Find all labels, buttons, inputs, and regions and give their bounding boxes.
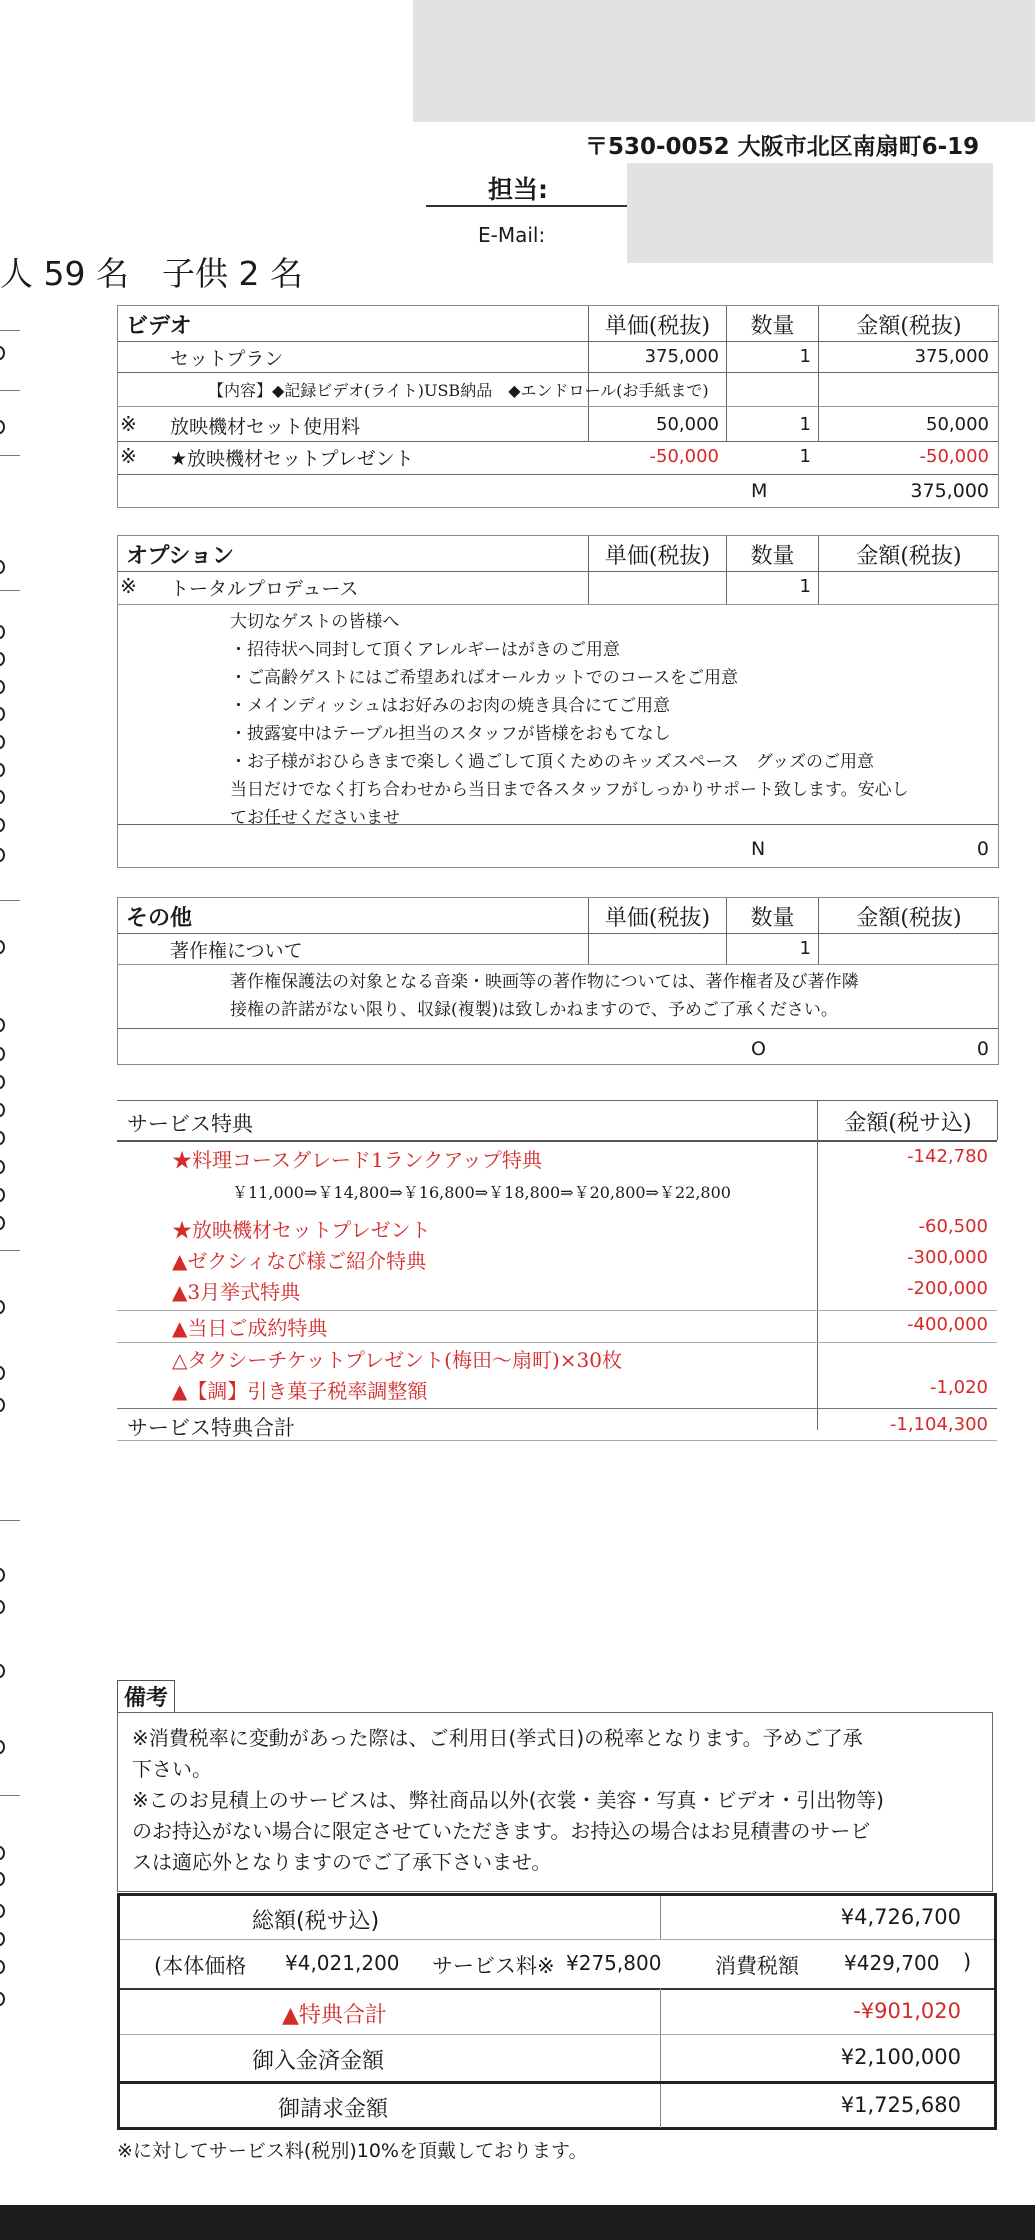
option-title: オプション bbox=[126, 544, 235, 569]
video-subtotal: 375,000 bbox=[910, 480, 989, 502]
service-total-label: サービス特典合計 bbox=[127, 1416, 295, 1440]
summary-close-paren: ) bbox=[963, 1950, 972, 1974]
option-col-amount: 金額(税抜) bbox=[856, 544, 962, 569]
video-row-2-name: ★放映機材セットプレゼント bbox=[170, 448, 414, 470]
service-row-3-amount: -200,000 bbox=[907, 1278, 988, 1299]
video-row-1-qty: 1 bbox=[799, 414, 811, 435]
service-row-1-name: ★放映機材セットプレゼント bbox=[172, 1218, 431, 1242]
video-row-1-mark: ※ bbox=[120, 412, 137, 436]
video-row-0-name: セットプラン bbox=[170, 348, 284, 370]
service-row-2-name: ▲ゼクシィなび様ご紹介特典 bbox=[172, 1249, 427, 1273]
summary-total: ¥4,726,700 bbox=[840, 1905, 961, 1929]
summary-tax-label: 消費税額 bbox=[715, 1954, 799, 1978]
other-col-unit: 単価(税抜) bbox=[604, 906, 711, 931]
service-row-5-name: △タクシーチケットプレゼント(梅田～扇町)×30枚 bbox=[172, 1348, 622, 1372]
service-row-3-name: ▲3月挙式特典 bbox=[172, 1280, 301, 1304]
option-mark: ※ bbox=[120, 574, 137, 598]
summary-billing: ¥1,725,680 bbox=[840, 2093, 961, 2117]
tanto-label: 担当: bbox=[488, 175, 548, 204]
other-subtotal: 0 bbox=[976, 1038, 989, 1060]
service-row-4-name: ▲当日ご成約特典 bbox=[172, 1316, 328, 1340]
summary-total-label: 総額(税サ込) bbox=[252, 1909, 380, 1934]
other-desc-line: 著作権保護法の対象となる音楽・映画等の著作物については、著作権者及び著作隣 bbox=[230, 972, 859, 992]
summary-service-label: サービス料※ bbox=[432, 1954, 555, 1978]
remarks-line: ※消費税率に変動があった際は、ご利用日(挙式日)の税率となります。予めご了承 bbox=[132, 1726, 863, 1750]
service-title: サービス特典 bbox=[127, 1112, 253, 1136]
summary-box bbox=[117, 1893, 997, 2130]
bottom-bar bbox=[0, 2205, 1035, 2240]
other-col-qty: 数量 bbox=[750, 906, 795, 931]
other-qty: 1 bbox=[799, 938, 811, 959]
video-note: 【内容】◆記録ビデオ(ライト)USB納品 ◆エンドロール(お手紙まで) bbox=[208, 381, 709, 400]
summary-service: ¥275,800 bbox=[566, 1951, 662, 1975]
option-desc-line: 大切なゲストの皆様へ bbox=[230, 612, 400, 632]
summary-tax: ¥429,700 bbox=[844, 1951, 940, 1975]
option-table bbox=[117, 535, 999, 868]
service-row-4-amount: -400,000 bbox=[907, 1314, 988, 1335]
service-col-amount: 金額(税サ込) bbox=[844, 1111, 972, 1136]
service-total: -1,104,300 bbox=[889, 1414, 988, 1435]
video-row-2-unit: -50,000 bbox=[649, 446, 719, 467]
other-title: その他 bbox=[126, 906, 193, 931]
option-desc-line: ・お子様がおひらきまで楽しく過ごして頂くためのキッズスペース グッズのご用意 bbox=[230, 752, 874, 772]
video-row-2-mark: ※ bbox=[120, 444, 137, 468]
other-description bbox=[230, 968, 859, 1024]
option-subtotal-label: N bbox=[751, 838, 766, 860]
video-col-amount: 金額(税抜) bbox=[856, 314, 962, 339]
remarks-line: ※このお見積上のサービスは、弊社商品以外(衣裳・美容・写真・ビデオ・引出物等) bbox=[132, 1788, 884, 1812]
summary-billing-label: 御請求金額 bbox=[278, 2097, 389, 2122]
other-table bbox=[117, 897, 999, 1065]
redacted-staff-info bbox=[627, 163, 993, 263]
video-row-0-qty: 1 bbox=[799, 346, 811, 367]
remarks-title: 備考 bbox=[117, 1680, 175, 1713]
summary-body: ¥4,021,200 bbox=[285, 1951, 400, 1975]
option-description bbox=[230, 608, 909, 832]
video-col-unit: 単価(税抜) bbox=[604, 314, 711, 339]
remarks-line: スは適応外となりますのでご了承下さいませ。 bbox=[132, 1850, 552, 1874]
other-col-amount: 金額(税抜) bbox=[856, 906, 962, 931]
remarks-box bbox=[117, 1712, 993, 1892]
video-col-qty: 数量 bbox=[750, 314, 795, 339]
summary-body-label: (本体価格 bbox=[154, 1954, 247, 1978]
option-desc-line: ・ご高齢ゲストにはご希望あればオールカットでのコースをご用意 bbox=[230, 668, 738, 688]
service-table bbox=[117, 1100, 999, 1440]
other-item: 著作権について bbox=[170, 940, 303, 962]
option-col-unit: 単価(税抜) bbox=[604, 544, 711, 569]
service-row-0-amount: -142,780 bbox=[907, 1146, 988, 1167]
redacted-logo-area bbox=[413, 0, 1035, 122]
footnote: ※に対してサービス料(税別)10%を頂戴しております。 bbox=[117, 2140, 588, 2162]
service-row-6-name: ▲【調】引き菓子税率調整額 bbox=[172, 1379, 428, 1403]
remarks-line: 下さい。 bbox=[132, 1757, 212, 1781]
video-row-1-amount: 50,000 bbox=[926, 414, 989, 435]
option-desc-line: ・メインディッシュはお好みのお肉の焼き具合にてご用意 bbox=[230, 696, 670, 716]
address: 〒530-0052 大阪市北区南扇町6-19 bbox=[585, 134, 980, 160]
video-row-2-qty: 1 bbox=[799, 446, 811, 467]
option-item: トータルプロデュース bbox=[170, 578, 359, 600]
summary-tokuten-label: ▲特典合計 bbox=[282, 2003, 387, 2028]
option-desc-line: てお任せくださいませ bbox=[230, 808, 400, 828]
service-row-1-amount: -60,500 bbox=[918, 1216, 988, 1237]
option-col-qty: 数量 bbox=[750, 544, 795, 569]
service-row-6-amount: -1,020 bbox=[929, 1377, 988, 1398]
other-desc-line: 接権の許諾がない限り、収録(複製)は致しかねますので、予めご了承ください。 bbox=[230, 1000, 838, 1020]
video-row-1-unit: 50,000 bbox=[656, 414, 719, 435]
option-desc-line: ・招待状へ同封して頂くアレルギーはがきのご用意 bbox=[230, 640, 620, 660]
video-table bbox=[117, 305, 999, 508]
service-grade-line: ￥11,000⇒￥14,800⇒￥16,800⇒￥18,800⇒￥20,800⇒￥22,800 bbox=[232, 1183, 731, 1202]
guest-count: 人 59 名 子供 2 名 bbox=[0, 254, 303, 293]
option-desc-line: ・披露宴中はテーブル担当のスタッフが皆様をおもてなし bbox=[230, 724, 671, 744]
option-subtotal: 0 bbox=[976, 838, 989, 860]
option-desc-line: 当日だけでなく打ち合わせから当日まで各スタッフがしっかりサポート致します。安心し bbox=[230, 780, 909, 800]
email-label: E-Mail: bbox=[478, 223, 546, 247]
video-subtotal-label: M bbox=[751, 480, 768, 502]
remarks-line: のお持込がない場合に限定させていただきます。お持込の場合はお見積書のサービ bbox=[132, 1819, 871, 1843]
other-subtotal-label: O bbox=[751, 1038, 766, 1060]
summary-paid: ¥2,100,000 bbox=[840, 2045, 961, 2069]
service-row-0-name: ★料理コースグレード1ランクアップ特典 bbox=[172, 1148, 542, 1172]
summary-paid-label: 御入金済金額 bbox=[252, 2049, 385, 2074]
summary-tokuten: -¥901,020 bbox=[853, 1999, 961, 2023]
option-qty: 1 bbox=[799, 576, 811, 597]
video-row-0-amount: 375,000 bbox=[914, 346, 989, 367]
service-row-2-amount: -300,000 bbox=[907, 1247, 988, 1268]
video-title: ビデオ bbox=[126, 314, 192, 339]
video-row-0-unit: 375,000 bbox=[644, 346, 719, 367]
video-row-1-name: 放映機材セット使用料 bbox=[170, 416, 361, 438]
video-row-2-amount: -50,000 bbox=[919, 446, 989, 467]
